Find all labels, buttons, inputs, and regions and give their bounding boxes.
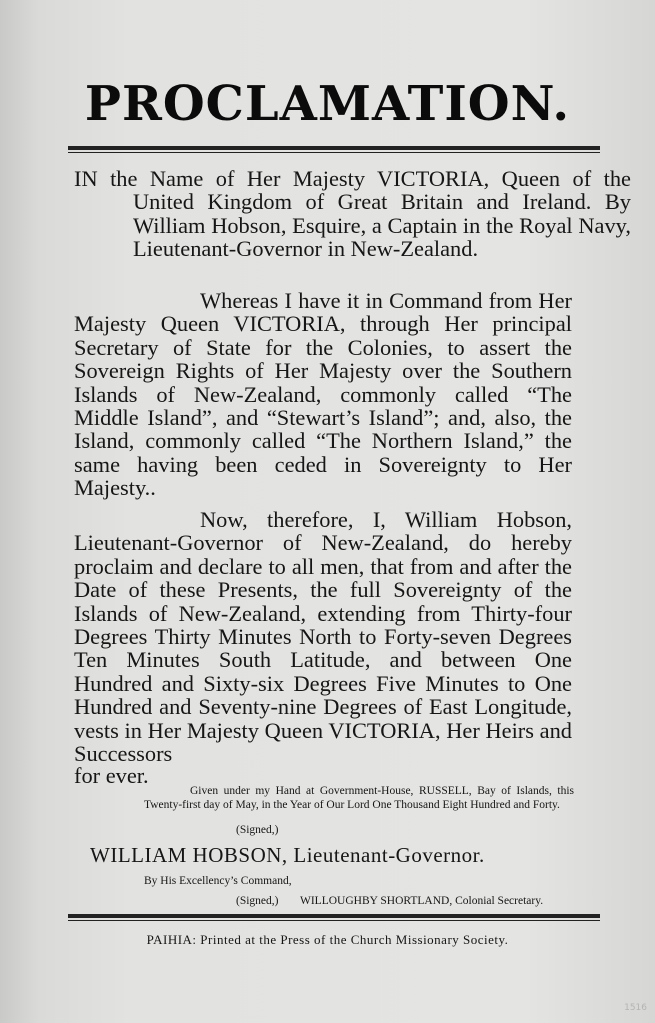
signed-label: (Signed,) bbox=[236, 824, 279, 836]
colonial-secretary: WILLOUGHBY SHORTLAND, Colonial Secretary. bbox=[300, 895, 544, 907]
signed-label-secretary: (Signed,) bbox=[236, 895, 279, 907]
paragraph-intro: IN the Name of Her Majesty VICTORIA, Queen of the United Kingdom of Great Britain and Ireland. By William Hobson, Esquire, a Captain in the Royal Navy, Lieutenant-Governor in New-Zealand. bbox=[74, 166, 631, 262]
paragraph-now-therefore: Now, therefore, I, William Hobson, Lieutenant-Governor of New-Zealand, do hereby proclaim and declare to all men, that from and after the Date of these Presents, the full Sovereignty of the Islands of New-Zealand, extending from Thirty-four Degrees Thirty Minutes North to Forty-seven Degrees Ten Minutes South Latitude, and between One Hundred and Sixty-six Degrees Five Minutes to One Hundred and Seventy-nine Degrees of East Longitude, vests in Her Majesty Queen VICTORIA, Her Heirs and Successors bbox=[74, 507, 572, 767]
document-title: PROCLAMATION. bbox=[84, 76, 571, 132]
printer-imprint: PAIHIA: Printed at the Press of the Church Missionary Society. bbox=[146, 932, 509, 947]
given-under-hand: Given under my Hand at Government-House, RUSSELL, Bay of Islands, this Twenty-first day of May, in the Year of Our Lord One Thousand Eight Hundred and Forty. bbox=[144, 785, 574, 811]
bottom-rule bbox=[68, 914, 600, 921]
paragraph-whereas: Whereas I have it in Command from Her Majesty Queen VICTORIA, through Her principal Secretary of State for the Colonies, to assert the Sovereign Rights of Her Majesty over the Southern Islands of New-Zealand, commonly called “The Middle Island”, and “Stewart’s Island”; and, also, the Island, commonly called “The Northern Island,” the same having been ceded in Sovereignty to Her Majesty.. bbox=[74, 288, 572, 501]
top-rule bbox=[68, 146, 600, 153]
by-command: By His Excellency’s Command, bbox=[144, 875, 292, 887]
signatory-line: WILLIAM HOBSON, Lieutenant-Governor. bbox=[90, 843, 485, 867]
page-number: 1516 bbox=[624, 1003, 647, 1013]
closing-phrase: for ever. bbox=[74, 763, 149, 788]
